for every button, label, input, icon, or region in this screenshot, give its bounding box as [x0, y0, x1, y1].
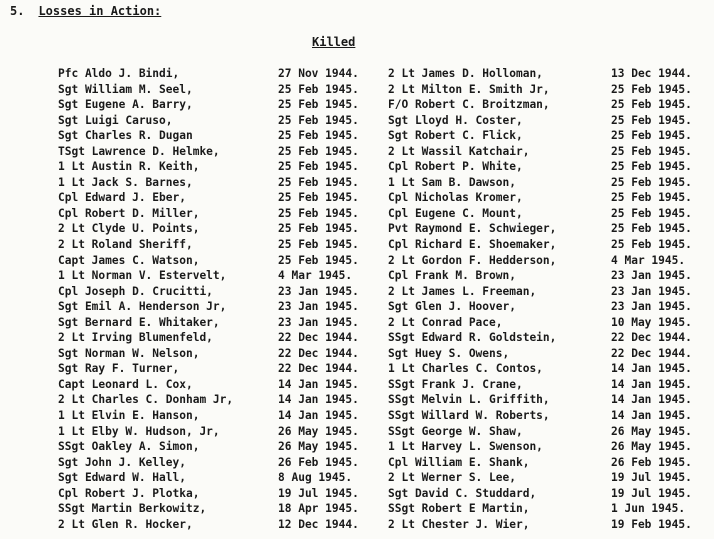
name-left: 1 Lt Elvin E. Hanson,	[58, 409, 200, 423]
name-left: Sgt John J. Kelley,	[58, 455, 186, 469]
name-right: Sgt Robert C. Flick,	[388, 129, 523, 143]
roster-row	[58, 159, 692, 175]
date-left: 23 Jan 1945.	[278, 284, 359, 298]
date-right: 13 Dec 1944.	[611, 67, 692, 80]
name-right: 2 Lt Milton E. Smith Jr,	[388, 82, 550, 96]
roster-row	[58, 455, 692, 471]
date-left: 27 Nov 1944.	[278, 67, 359, 80]
date-left: 22 Dec 1944.	[278, 362, 359, 376]
date-right: 14 Jan 1945.	[611, 393, 692, 407]
date-right: 1 Jun 1945.	[611, 502, 686, 516]
name-left: Cpl Robert D. Miller,	[58, 206, 200, 220]
name-left: TSgt Lawrence D. Helmke,	[58, 144, 220, 158]
section-heading	[10, 4, 161, 18]
date-right: 23 Jan 1945.	[611, 269, 692, 283]
roster-row	[58, 486, 692, 502]
date-left: 23 Jan 1945.	[278, 315, 359, 329]
name-right: Sgt Huey S. Owens,	[388, 346, 510, 360]
name-left: 1 Lt Norman V. Estervelt,	[58, 269, 227, 283]
name-right: 2 Lt James D. Holloman,	[388, 67, 543, 80]
roster-row	[58, 377, 692, 393]
roster-row	[58, 299, 692, 315]
roster-row	[58, 82, 692, 98]
roster-row	[58, 330, 692, 346]
date-left: 25 Feb 1945.	[278, 253, 359, 267]
date-right: 25 Feb 1945.	[611, 206, 692, 220]
date-right: 14 Jan 1945.	[611, 362, 692, 376]
roster-row	[58, 66, 692, 82]
date-left: 26 Feb 1945.	[278, 455, 359, 469]
name-left: 2 Lt Irving Blumenfeld,	[58, 331, 213, 345]
roster-row	[58, 315, 692, 331]
date-left: 25 Feb 1945.	[278, 191, 359, 205]
roster-row	[58, 206, 692, 222]
date-left: 25 Feb 1945.	[278, 206, 359, 220]
date-left: 22 Dec 1944.	[278, 331, 359, 345]
date-left: 25 Feb 1945.	[278, 98, 359, 112]
name-right: Cpl Robert P. White,	[388, 160, 523, 174]
section-title: Losses in Action:	[38, 4, 162, 18]
name-right: 2 Lt Wassil Katchair,	[388, 144, 530, 158]
name-left: 1 Lt Austin R. Keith,	[58, 160, 200, 174]
name-right: SSgt Edward R. Goldstein,	[388, 331, 557, 345]
date-right: 22 Dec 1944.	[611, 331, 692, 345]
name-left: Sgt Emil A. Henderson Jr,	[58, 300, 227, 314]
date-left: 25 Feb 1945.	[278, 222, 359, 236]
date-right: 23 Jan 1945.	[611, 300, 692, 314]
date-left: 8 Aug 1945.	[278, 471, 353, 485]
name-right: SSgt Melvin L. Griffith,	[388, 393, 550, 407]
roster-row	[58, 470, 692, 486]
name-left: Cpl Joseph D. Crucitti,	[58, 284, 213, 298]
date-left: 4 Mar 1945.	[278, 269, 353, 283]
name-left: 2 Lt Clyde U. Points,	[58, 222, 200, 236]
date-right: 19 Jul 1945.	[611, 471, 692, 485]
name-left: SSgt Martin Berkowitz,	[58, 502, 207, 516]
date-right: 4 Mar 1945.	[611, 253, 686, 267]
roster-row	[58, 268, 692, 284]
name-left: SSgt Oakley A. Simon,	[58, 440, 200, 454]
name-right: SSgt George W. Shaw,	[388, 424, 523, 438]
name-right: F/O Robert C. Broitzman,	[388, 98, 550, 112]
casualty-roster	[58, 66, 692, 532]
name-left: 2 Lt Charles C. Donham Jr,	[58, 393, 234, 407]
name-right: 2 Lt Conrad Pace,	[388, 315, 503, 329]
name-left: Sgt Luigi Caruso,	[58, 113, 173, 127]
name-left: Capt Leonard L. Cox,	[58, 377, 193, 391]
name-right: 2 Lt Chester J. Wier,	[388, 517, 530, 531]
name-right: Cpl William E. Shank,	[388, 455, 530, 469]
name-right: SSgt Willard W. Roberts,	[388, 409, 550, 423]
name-left: Sgt William M. Seel,	[58, 82, 193, 96]
name-right: Sgt Lloyd H. Coster,	[388, 113, 523, 127]
date-right: 26 May 1945.	[611, 424, 692, 438]
roster-row	[58, 284, 692, 300]
date-right: 25 Feb 1945.	[611, 160, 692, 174]
roster-row	[58, 144, 692, 160]
roster-row	[58, 128, 692, 144]
roster-row	[58, 221, 692, 237]
roster-row	[58, 346, 692, 362]
name-right: Sgt David C. Studdard,	[388, 486, 537, 500]
date-right: 26 Feb 1945.	[611, 455, 692, 469]
name-left: Cpl Edward J. Eber,	[58, 191, 186, 205]
date-left: 14 Jan 1945.	[278, 377, 359, 391]
section-number: 5.	[10, 4, 25, 18]
roster-row	[58, 517, 692, 533]
date-left: 22 Dec 1944.	[278, 346, 359, 360]
date-left: 23 Jan 1945.	[278, 300, 359, 314]
date-left: 26 May 1945.	[278, 440, 359, 454]
name-right: 1 Lt Charles C. Contos,	[388, 362, 543, 376]
date-left: 25 Feb 1945.	[278, 238, 359, 252]
name-left: 1 Lt Elby W. Hudson, Jr,	[58, 424, 220, 438]
date-right: 22 Dec 1944.	[611, 346, 692, 360]
date-left: 14 Jan 1945.	[278, 393, 359, 407]
date-right: 25 Feb 1945.	[611, 144, 692, 158]
roster-row	[58, 361, 692, 377]
date-right: 25 Feb 1945.	[611, 222, 692, 236]
roster-row	[58, 190, 692, 206]
roster-row	[58, 392, 692, 408]
date-right: 23 Jan 1945.	[611, 284, 692, 298]
date-right: 25 Feb 1945.	[611, 129, 692, 143]
roster-row	[58, 237, 692, 253]
date-left: 25 Feb 1945.	[278, 160, 359, 174]
date-right: 10 May 1945.	[611, 315, 692, 329]
roster-row	[58, 439, 692, 455]
name-left: 1 Lt Jack S. Barnes,	[58, 175, 193, 189]
name-right: Cpl Frank M. Brown,	[388, 269, 516, 283]
name-right: Cpl Nicholas Kromer,	[388, 191, 523, 205]
date-left: 18 Apr 1945.	[278, 502, 359, 516]
roster-row	[58, 408, 692, 424]
name-left: 2 Lt Roland Sheriff,	[58, 238, 193, 252]
name-right: 2 Lt James L. Freeman,	[388, 284, 537, 298]
name-right: 2 Lt Gordon F. Hedderson,	[388, 253, 557, 267]
name-right: Cpl Eugene C. Mount,	[388, 206, 523, 220]
name-right: 1 Lt Sam B. Dawson,	[388, 175, 516, 189]
name-left: Sgt Edward W. Hall,	[58, 471, 186, 485]
date-right: 25 Feb 1945.	[611, 82, 692, 96]
name-left: Sgt Eugene A. Barry,	[58, 98, 193, 112]
date-right: 14 Jan 1945.	[611, 377, 692, 391]
date-right: 25 Feb 1945.	[611, 191, 692, 205]
name-right: Pvt Raymond E. Schwieger,	[388, 222, 557, 236]
date-left: 25 Feb 1945.	[278, 144, 359, 158]
name-right: SSgt Frank J. Crane,	[388, 377, 523, 391]
name-left: Sgt Bernard E. Whitaker,	[58, 315, 220, 329]
name-left: Sgt Ray F. Turner,	[58, 362, 180, 376]
date-right: 25 Feb 1945.	[611, 238, 692, 252]
name-left: Capt James C. Watson,	[58, 253, 200, 267]
roster-row	[58, 424, 692, 440]
roster-row	[58, 253, 688, 269]
name-right: 1 Lt Harvey L. Swenson,	[388, 440, 543, 454]
roster-row	[58, 501, 688, 517]
date-left: 14 Jan 1945.	[278, 409, 359, 423]
date-right: 25 Feb 1945.	[611, 175, 692, 189]
name-left: Sgt Charles R. Dugan	[58, 129, 193, 143]
subheading-killed: Killed	[312, 35, 356, 49]
name-left: 2 Lt Glen R. Hocker,	[58, 517, 193, 531]
date-left: 25 Feb 1945.	[278, 82, 359, 96]
name-right: Cpl Richard E. Shoemaker,	[388, 238, 557, 252]
date-left: 25 Feb 1945.	[278, 175, 359, 189]
name-right: 2 Lt Werner S. Lee,	[388, 471, 516, 485]
date-left: 19 Jul 1945.	[278, 486, 359, 500]
roster-row	[58, 97, 692, 113]
date-right: 19 Feb 1945.	[611, 517, 692, 531]
date-right: 26 May 1945.	[611, 440, 692, 454]
name-left: Sgt Norman W. Nelson,	[58, 346, 200, 360]
roster-row	[58, 175, 692, 191]
date-right: 19 Jul 1945.	[611, 486, 692, 500]
date-right: 25 Feb 1945.	[611, 98, 692, 112]
date-right: 14 Jan 1945.	[611, 409, 692, 423]
name-right: Sgt Glen J. Hoover,	[388, 300, 516, 314]
name-left: Pfc Aldo J. Bindi,	[58, 67, 180, 80]
date-right: 25 Feb 1945.	[611, 113, 692, 127]
date-left: 12 Dec 1944.	[278, 517, 359, 531]
name-left: Cpl Robert J. Plotka,	[58, 486, 200, 500]
name-right: SSgt Robert E Martin,	[388, 502, 530, 516]
date-left: 25 Feb 1945.	[278, 129, 359, 143]
date-left: 25 Feb 1945.	[278, 113, 359, 127]
date-left: 26 May 1945.	[278, 424, 359, 438]
roster-row	[58, 113, 692, 129]
